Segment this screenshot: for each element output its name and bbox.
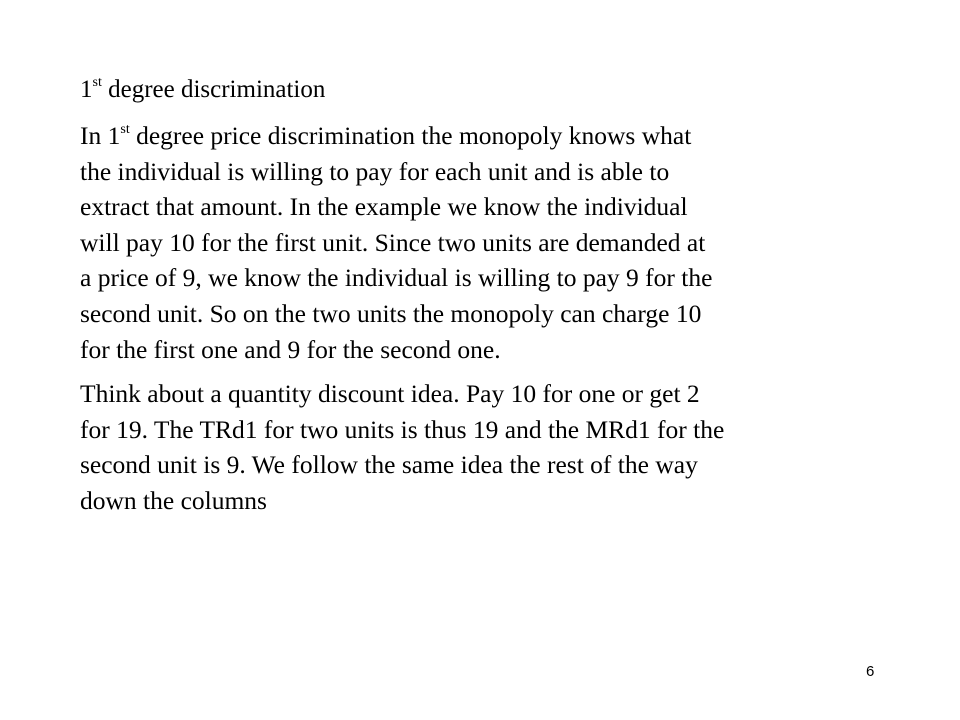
title-number: 1: [80, 76, 93, 103]
paragraph-line: second unit is 9. We follow the same idea the rest of the way: [80, 450, 698, 480]
paragraph-quantity-discount: [80, 376, 910, 518]
title-superscript: st: [92, 74, 102, 90]
paragraph-line: for the first one and 9 for the second one.: [80, 334, 501, 364]
paragraph-line: Think about a quantity discount idea. Pay 10 for one or get 2: [80, 379, 700, 409]
line-superscript: st: [120, 121, 130, 137]
paragraph-line: will pay 10 for the first unit. Since two units are demanded at: [80, 227, 706, 257]
paragraph-line: extract that amount. In the example we know the individual: [80, 192, 688, 222]
line-text: In 1: [80, 121, 121, 150]
slide-title: [80, 72, 910, 108]
paragraph-line: for 19. The TRd1 for two units is thus 19 and the MRd1 for the: [80, 414, 725, 444]
paragraph-line: [80, 118, 910, 154]
paragraph-line: down the columns: [80, 485, 267, 515]
paragraph-line: second unit. So on the two units the monopoly can charge 10: [80, 298, 702, 328]
line-text: degree price discrimination the monopoly knows what: [129, 121, 692, 150]
title-rest: degree discrimination: [101, 76, 326, 103]
page-number: 6: [866, 663, 875, 680]
paragraph-line: the individual is willing to pay for each unit and is able to: [80, 156, 670, 186]
paragraph-first-degree-explanation: [80, 118, 910, 367]
paragraph-line: a price of 9, we know the individual is willing to pay 9 for the: [80, 263, 713, 293]
slide-content: [80, 72, 910, 528]
